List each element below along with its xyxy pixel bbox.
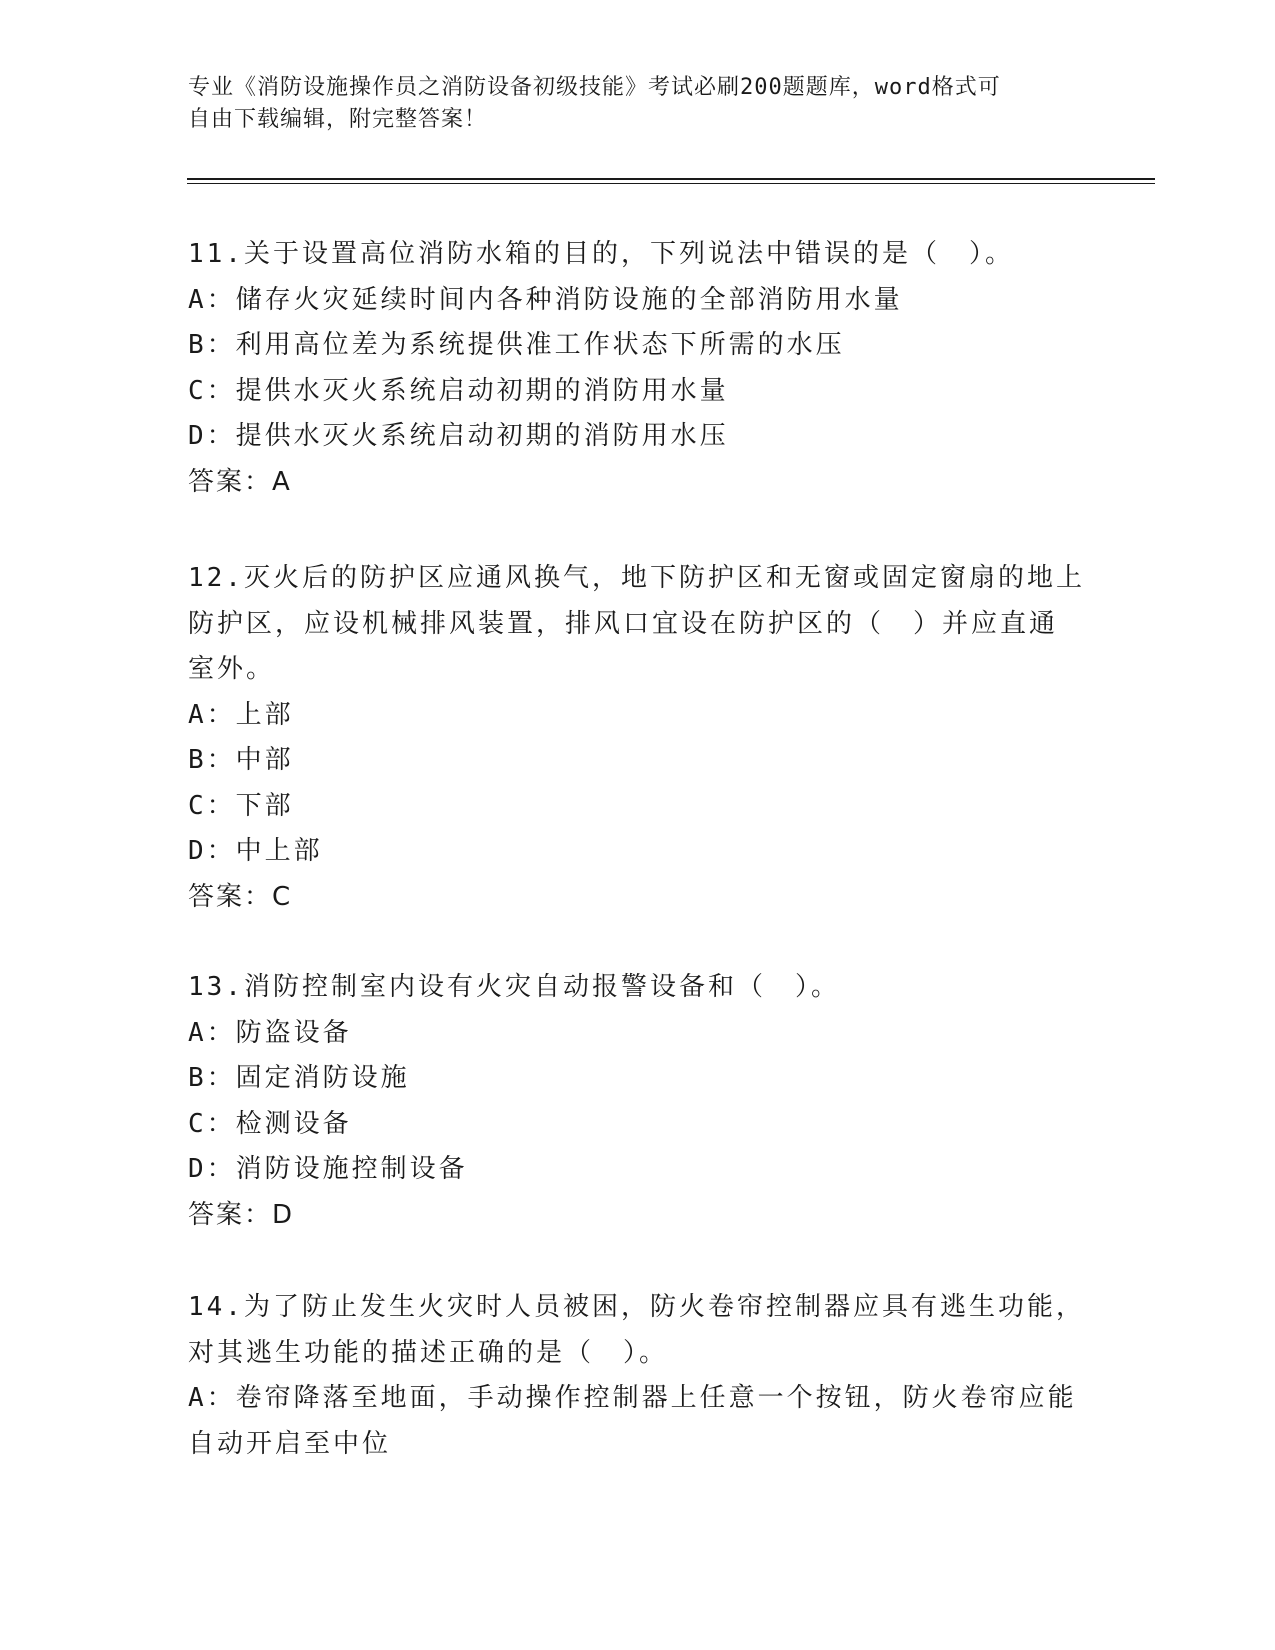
option-d: D：消防设施控制设备 [188, 1154, 468, 1184]
answer: 答案：C [188, 881, 293, 912]
question-stem: 13.消防控制室内设有火灾自动报警设备和（ ）。 [188, 972, 840, 1002]
option-a-cont: 自动开启至中位 [188, 1428, 392, 1459]
answer: 答案：A [188, 466, 292, 497]
document-header [188, 72, 1088, 136]
option-d: D：提供水灭火系统启动初期的消防用水压 [188, 421, 729, 451]
option-b: B：利用高位差为系统提供准工作状态下所需的水压 [188, 330, 845, 360]
option-b: B：固定消防设施 [188, 1063, 410, 1093]
option-a: A：上部 [188, 699, 294, 730]
question-stem: 14.为了防止发生火灾时人员被困，防火卷帘控制器应具有逃生功能， [188, 1292, 1085, 1322]
option-d: D：中上部 [188, 836, 323, 866]
option-c: C：提供水灭火系统启动初期的消防用水量 [188, 375, 729, 406]
header-line-1: 专业《消防设施操作员之消防设备初级技能》考试必刷200题题库，word格式可 [188, 75, 1001, 100]
option-a: A：卷帘降落至地面，手动操作控制器上任意一个按钮，防火卷帘应能 [188, 1383, 1077, 1413]
option-a: A：防盗设备 [188, 1017, 352, 1048]
question-stem: 12.灭火后的防护区应通风换气，地下防护区和无窗或固定窗扇的地上 [188, 563, 1085, 593]
question-stem-cont: 防护区，应设机械排风装置，排风口宜设在防护区的（ ）并应直通 [188, 608, 1059, 639]
header-rule-thin [187, 183, 1155, 184]
option-c: C：下部 [188, 790, 294, 821]
question-11 [188, 232, 1088, 505]
option-c: C：检测设备 [188, 1108, 352, 1139]
question-12 [188, 556, 1088, 920]
question-14 [188, 1285, 1088, 1467]
header-line-2: 自由下载编辑，附完整答案！ [188, 107, 488, 132]
question-stem-cont: 室外。 [188, 654, 276, 684]
answer: 答案：D [188, 1199, 295, 1230]
question-13 [188, 965, 1088, 1238]
question-stem-cont: 对其逃生功能的描述正确的是（ ）。 [188, 1337, 669, 1368]
option-b: B：中部 [188, 745, 294, 775]
header-rule-thick [187, 178, 1155, 180]
question-stem: 11.关于设置高位消防水箱的目的，下列说法中错误的是（ ）。 [188, 239, 1014, 269]
option-a: A：储存火灾延续时间内各种消防设施的全部消防用水量 [188, 284, 903, 315]
